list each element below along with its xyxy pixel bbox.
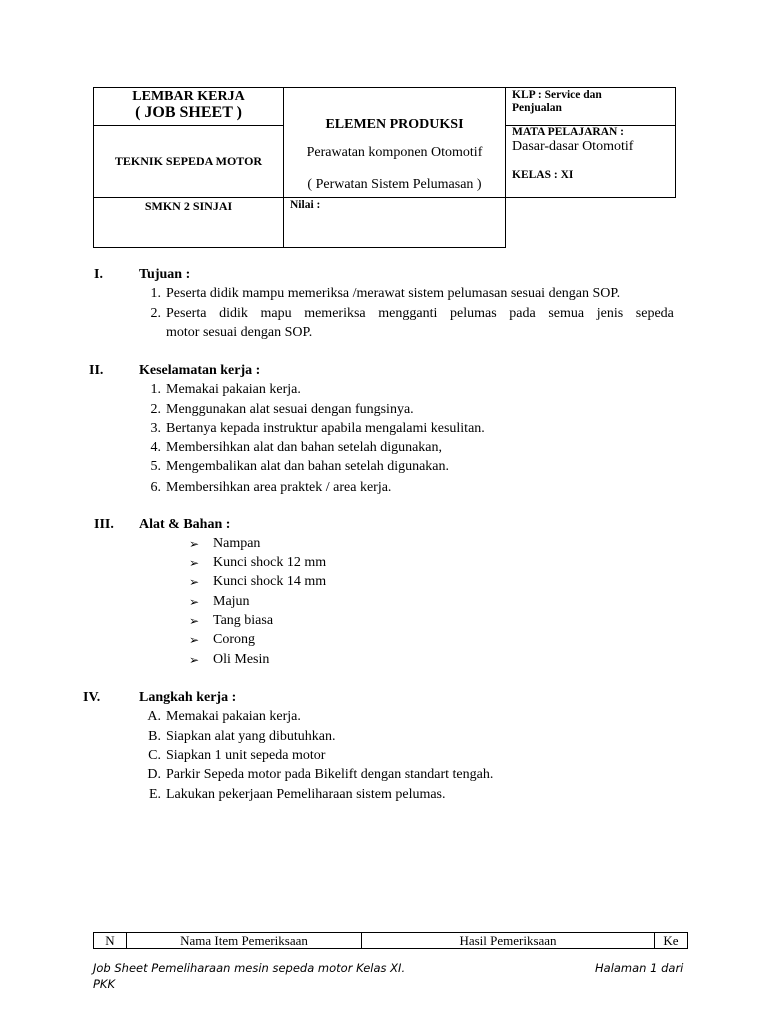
item-text: Membersihkan alat dan bahan setelah digunakan, xyxy=(166,440,443,455)
section-number: III. xyxy=(94,517,114,532)
section-number: I. xyxy=(94,267,103,282)
table-header-hasil: Hasil Pemeriksaan xyxy=(362,933,655,949)
word: mapu xyxy=(260,306,292,321)
arrow-bullet-icon: ➢ xyxy=(189,537,200,551)
item-text: Memakai pakaian kerja. xyxy=(166,709,301,724)
mata-cell xyxy=(506,126,676,198)
word: pada xyxy=(509,306,536,321)
item-text: Memakai pakaian kerja. xyxy=(166,382,301,397)
footer-left-line1: Job Sheet Pemeliharaan mesin sepeda motor Kelas XI. xyxy=(93,961,406,975)
bullet-text: Tang biasa xyxy=(213,613,274,628)
item-text: Parkir Sepeda motor pada Bikelift dengan standart tengah. xyxy=(166,767,494,782)
item-continuation: motor sesuai dengan SOP. xyxy=(166,325,313,340)
job-sheet-title: ( JOB SHEET ) xyxy=(135,104,242,121)
kelas-text: KELAS : XI xyxy=(512,169,574,181)
table-header-item: Nama Item Pemeriksaan xyxy=(127,933,362,949)
bullet-text: Nampan xyxy=(213,536,261,551)
item-number: 6. xyxy=(150,480,161,495)
item-text: Membersihkan area praktek / area kerja. xyxy=(166,480,392,495)
footer-left-line2: PKK xyxy=(93,977,116,991)
school-name: SMKN 2 SINJAI xyxy=(144,199,233,213)
nilai-label: Nilai : xyxy=(290,199,321,211)
lembar-kerja-title: LEMBAR KERJA xyxy=(132,89,245,104)
item-letter: E. xyxy=(148,787,161,802)
word: pelumas xyxy=(449,306,497,321)
mata-pelajaran-label: MATA PELAJARAN : xyxy=(512,126,625,138)
section-title: Langkah kerja : xyxy=(139,690,237,705)
item-letter: B. xyxy=(148,729,161,744)
item-number: 5. xyxy=(150,459,161,474)
item-letter: A. xyxy=(147,709,161,724)
item-text: Mengembalikan alat dan bahan setelah digunakan. xyxy=(166,459,450,474)
section-title: Keselamatan kerja : xyxy=(139,363,261,378)
elemen-cell xyxy=(284,88,506,198)
item-number: 2. xyxy=(150,306,161,321)
item-number: 4. xyxy=(150,440,161,455)
arrow-bullet-icon: ➢ xyxy=(189,595,200,609)
section-title: Alat & Bahan : xyxy=(139,517,231,532)
klp-cell xyxy=(506,88,676,126)
section-title: Tujuan : xyxy=(139,267,191,282)
elemen-produksi: ELEMEN PRODUKSI xyxy=(325,117,464,132)
item-number: 3. xyxy=(150,421,161,436)
word: Peserta xyxy=(166,306,207,321)
klp-line1: KLP : Service dan xyxy=(512,89,602,101)
item-text: Peserta didik mampu memeriksa /merawat sistem pelumasan sesuai dengan SOP. xyxy=(166,286,621,301)
word: memeriksa xyxy=(304,306,366,321)
word: mengganti xyxy=(378,306,438,321)
bullet-text: Majun xyxy=(213,594,250,609)
school-cell xyxy=(94,198,284,248)
item-text: Lakukan pekerjaan Pemeliharaan sistem pelumas. xyxy=(166,787,446,802)
word: jenis xyxy=(596,306,624,321)
header-table xyxy=(93,87,676,248)
item-number: 2. xyxy=(150,402,161,417)
program-cell xyxy=(94,126,284,198)
item-letter: C. xyxy=(148,748,161,763)
bullet-text: Kunci shock 14 mm xyxy=(213,574,327,589)
word: sepeda xyxy=(635,306,674,321)
item-number: 1. xyxy=(150,286,161,301)
table-header-no: N xyxy=(94,933,127,949)
item-letter: D. xyxy=(147,767,161,782)
klp-line2: Penjualan xyxy=(512,102,562,114)
arrow-bullet-icon: ➢ xyxy=(189,556,200,570)
bullet-text: Oli Mesin xyxy=(213,652,270,667)
title-cell xyxy=(94,88,284,126)
arrow-bullet-icon: ➢ xyxy=(189,575,200,589)
inspection-table xyxy=(93,932,688,949)
nilai-cell xyxy=(284,198,506,248)
item-text: Menggunakan alat sesuai dengan fungsinya. xyxy=(166,402,414,417)
table-header-ket: Ke xyxy=(655,933,688,949)
footer-page-number: Halaman 1 dari xyxy=(595,961,684,975)
section-number: IV. xyxy=(83,690,101,705)
mata-pelajaran-value: Dasar-dasar Otomotif xyxy=(512,139,634,154)
arrow-bullet-icon: ➢ xyxy=(189,614,200,628)
sistem-text: ( Perwatan Sistem Pelumasan ) xyxy=(307,177,482,192)
item-text: Siapkan alat yang dibutuhkan. xyxy=(166,729,336,744)
program-name: TEKNIK SEPEDA MOTOR xyxy=(114,154,263,168)
arrow-bullet-icon: ➢ xyxy=(189,633,200,647)
justified-line xyxy=(166,306,674,322)
item-text: Bertanya kepada instruktur apabila mengalami kesulitan. xyxy=(166,421,485,436)
item-number: 1. xyxy=(150,382,161,397)
bullet-text: Kunci shock 12 mm xyxy=(213,555,327,570)
word: semua xyxy=(548,306,585,321)
bullet-text: Corong xyxy=(213,632,255,647)
item-text: Siapkan 1 unit sepeda motor xyxy=(166,748,326,763)
perawatan-text: Perawatan komponen Otomotif xyxy=(306,145,483,160)
section-number: II. xyxy=(89,363,104,378)
word: didik xyxy=(219,306,248,321)
arrow-bullet-icon: ➢ xyxy=(189,653,200,667)
